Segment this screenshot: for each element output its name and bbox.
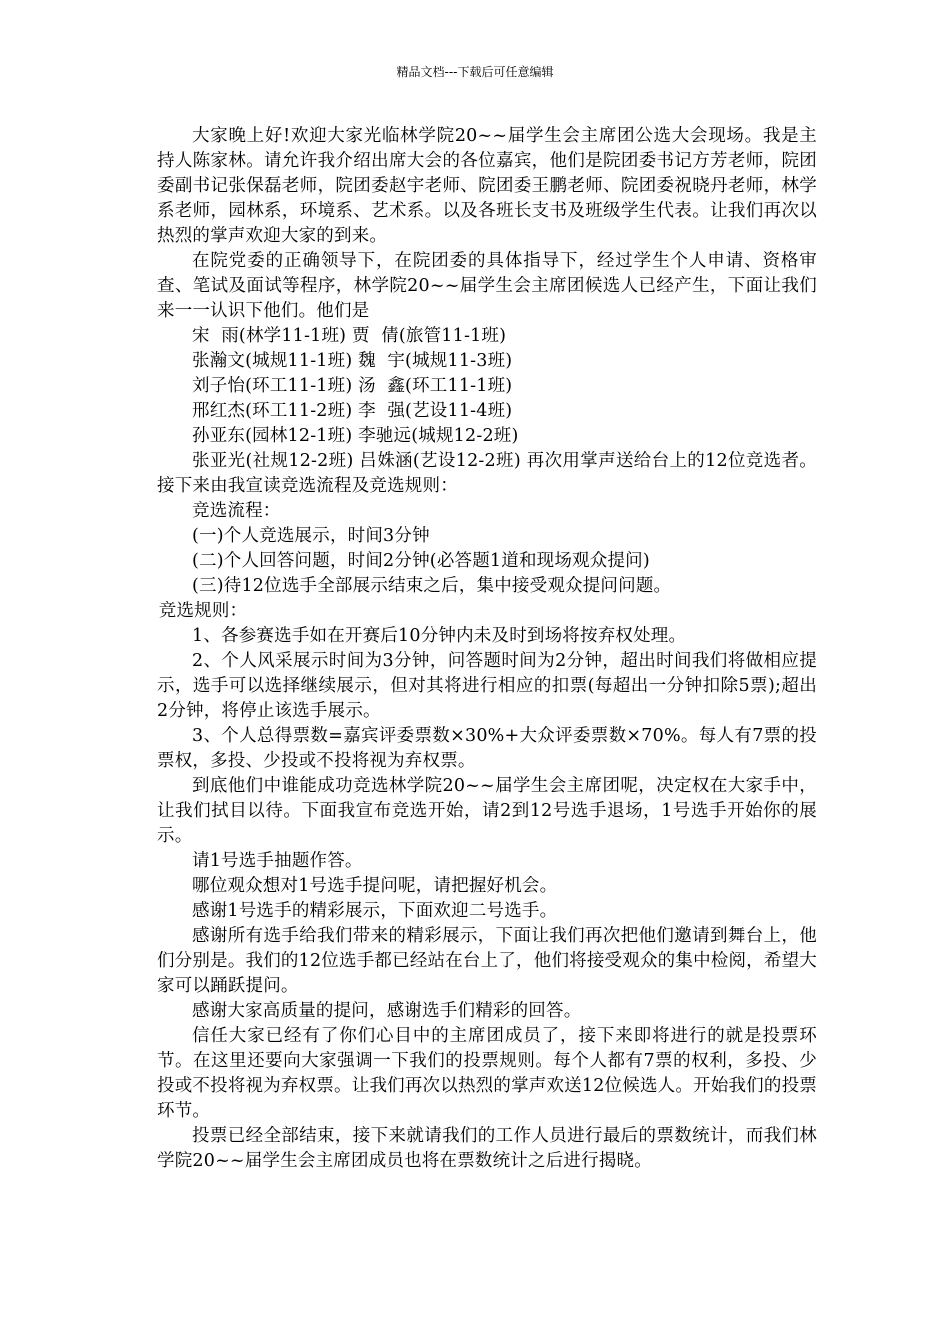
paragraph-start: 到底他们中谁能成功竞选林学院20~~届学生会主席团呢，决定权在大家手中，让我们拭目以待。下面我宣布竞选开始，请2到12号选手退场，1号选手开始你的展示。 [157, 776, 817, 846]
process-heading: 竞选流程： [192, 501, 281, 521]
rule-3: 3、个人总得票数=嘉宾评委票数×30%+大众评委票数×70%。每人有7票的投票权，多投、少投或不投将视为弃权票。 [157, 726, 817, 771]
paragraph-question: 哪位观众想对1号选手提问呢，请把握好机会。 [192, 876, 558, 896]
candidate-line-4: 邢红杰(环工11-2班) 李 强(艺设11-4班) [192, 401, 513, 421]
rule-2: 2、个人风采展示时间为3分钟，问答题时间为2分钟，超出时间我们将做相应提示，选手可以选择继续展示，但对其将进行相应的扣票(每超出一分钟扣除5票);超出2分钟，将停止该选手展示。 [157, 651, 817, 721]
paragraph-counting: 投票已经全部结束，接下来就请我们的工作人员进行最后的票数统计，而我们林学院20~~届学生会主席团成员也将在票数统计之后进行揭晓。 [157, 1126, 817, 1171]
paragraph-candidates-intro: 在院党委的正确领导下，在院团委的具体指导下，经过学生个人申请、资格审查、笔试及面试等程序，林学院20~~届学生会主席团候选人已经产生，下面让我们来一一认识下他们。他们是 [157, 251, 817, 321]
paragraph-voting: 信任大家已经有了你们心目中的主席团成员了，接下来即将进行的就是投票环节。在这里还要向大家强调一下我们的投票规则。每个人都有7票的权利，多投、少投或不投将视为弃权票。让我们再次以热烈的掌声欢送12位候选人。开始我们的投票环节。 [157, 1026, 817, 1121]
candidate-line-3: 刘子怡(环工11-1班) 汤 鑫(环工11-1班) [192, 376, 513, 396]
page-header: 精品文档---下载后可任意编辑 [396, 65, 554, 79]
paragraph-answer: 请1号选手抽题作答。 [192, 851, 363, 871]
candidate-line-6: 张亚光(社规12-2班) 吕姝涵(艺设12-2班) 再次用掌声送给台上的12位竞选者。接下来由我宣读竞选流程及竞选规则： [157, 451, 817, 496]
candidate-line-2: 张瀚文(城规11-1班) 魏 宇(城规11-3班) [192, 351, 513, 371]
paragraph-welcome: 大家晚上好!欢迎大家光临林学院20~~届学生会主席团公选大会现场。我是主持人陈家林。请允许我介绍出席大会的各位嘉宾，他们是院团委书记方芳老师，院团委副书记张保磊老师，院团委赵宇老师、院团委王鹏老师、院团委祝晓丹老师，林学系老师，园林系，环境系、艺术系。以及各班长支书及班级学生代表。让我们再次以热烈的掌声欢迎大家的到来。 [157, 126, 817, 246]
rules-heading: 竞选规则： [158, 601, 248, 621]
rule-1: 1、各参赛选手如在开赛后10分钟内未及时到场将按弃权处理。 [192, 626, 687, 646]
document-body [157, 124, 817, 1174]
process-step-2: (二)个人回答问题，时间2分钟(必答题1道和现场观众提问) [192, 551, 650, 571]
paragraph-invite-stage: 感谢所有选手给我们带来的精彩展示，下面让我们再次把他们邀请到舞台上，他们分别是。我们的12位选手都已经站在台上了，他们将接受观众的集中检阅，希望大家可以踊跃提问。 [157, 926, 817, 996]
candidate-line-5: 孙亚东(园林12-1班) 李驰远(城规12-2班) [192, 426, 519, 446]
process-step-3: (三)待12位选手全部展示结束之后，集中接受观众提问问题。 [192, 576, 672, 596]
paragraph-thanks-questions: 感谢大家高质量的提问，感谢选手们精彩的回答。 [192, 1001, 582, 1021]
candidate-line-1: 宋 雨(林学11-1班) 贾 倩(旅管11-1班) [192, 326, 507, 346]
process-step-1: (一)个人竞选展示，时间3分钟 [192, 526, 430, 546]
paragraph-thanks-1: 感谢1号选手的精彩展示，下面欢迎二号选手。 [192, 901, 558, 921]
